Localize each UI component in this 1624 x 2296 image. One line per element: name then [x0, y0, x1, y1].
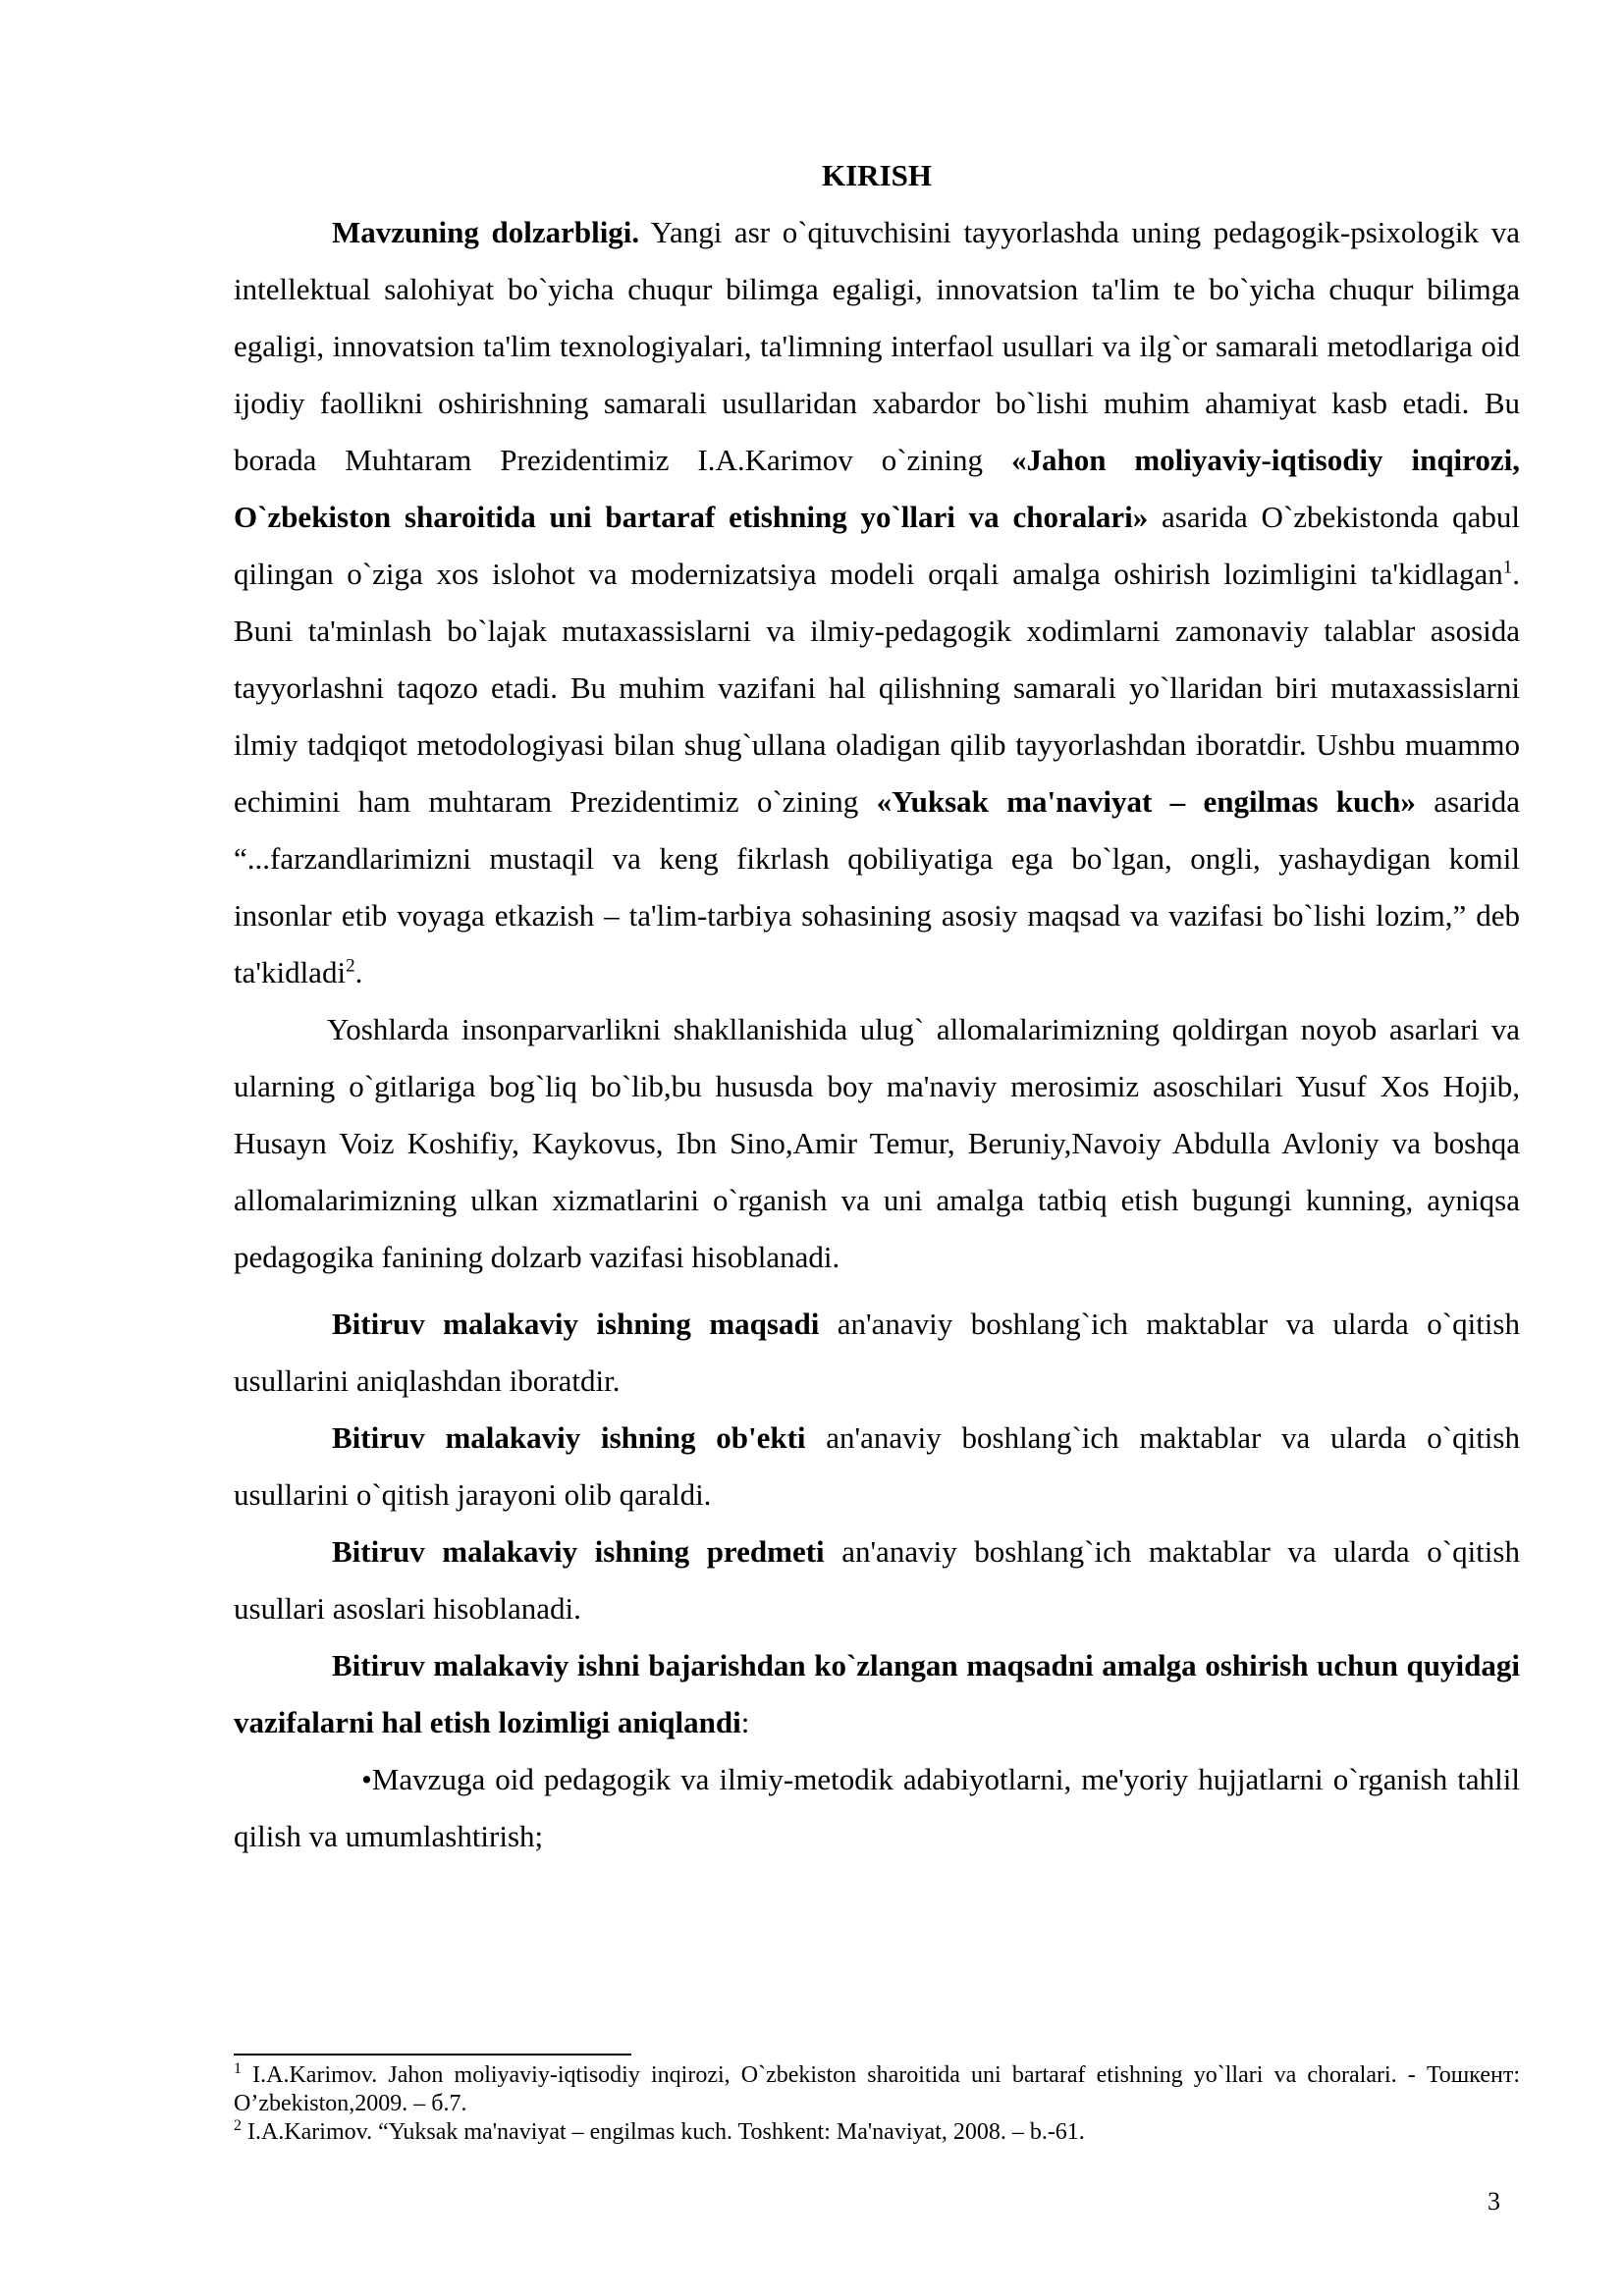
footnote-separator	[234, 2054, 631, 2056]
paragraph-text: . Buni ta'minlash bo`lajak mutaxassislarni va ilmiy-pedagogik xodimlarni zamonaviy talablar asosida tayyorlashni taqozo etadi. Bu muhim vazifani hal qilishning samarali yo`llaridan biri mutaxassislarni ilmiy tadqiqot metodologiyasi bilan shug`ullana oladigan qilib tayyorlashdan iboratdir. Ushbu muammo echimini ham muhtaram Prezidentimiz o`zining	[234, 557, 1520, 819]
paragraph-text: an'anaviy boshlang`ich maktablar va ularda o`qitish usullarini o`qitish jarayoni olib qaraldi.	[234, 1420, 1520, 1512]
paragraph-tasks	[234, 1637, 1520, 1751]
footnotes	[234, 2061, 1520, 2147]
footnote-2	[234, 2118, 1520, 2147]
footnote-number: 2	[234, 2117, 242, 2134]
footnote-1	[234, 2061, 1520, 2118]
page-content	[234, 147, 1520, 1865]
paragraph-text: asarida O`zbekistonda qabul qilingan o`ziga xos islohot va modernizatsiya modeli orqali amalga oshirish lozimligini ta'kidlagan	[234, 500, 1520, 591]
paragraph-lead: Mavzuning dolzarbligi.	[332, 215, 640, 249]
paragraph-lead: Bitiruv malakaviy ishning maqsadi	[332, 1307, 820, 1341]
page-title: KIRISH	[822, 158, 932, 192]
paragraph-text: an'anaviy boshlang`ich maktablar va ularda o`qitish usullarini aniqlashdan iboratdir.	[234, 1307, 1520, 1398]
book-title-2: «Yuksak ma'naviyat – engilmas kuch»	[876, 784, 1416, 819]
list-item	[234, 1751, 1520, 1865]
paragraph-lead: Bitiruv malakaviy ishni bajarishdan ko`zlangan maqsadni amalga oshirish uchun quyidagi vazifalarni hal etish lozimligi aniqlandi	[234, 1648, 1520, 1739]
paragraph-text: :	[740, 1705, 750, 1739]
bullet-icon: •	[361, 1762, 372, 1796]
paragraph-lead: Bitiruv malakaviy ishning predmeti	[332, 1534, 825, 1569]
footnote-text: I.A.Karimov. Jahon moliyaviy-iqtisodiy inqirozi, O`zbekiston sharoitida uni bartaraf etishning yo`llari va choralari. - Тошкент: O’zbekiston,2009. – б.7.	[234, 2062, 1520, 2116]
footnote-ref-2[interactable]: 2	[346, 955, 355, 977]
paragraph-object	[234, 1410, 1520, 1523]
footnote-number: 1	[234, 2060, 242, 2077]
paragraph-text: Yangi asr o`qituvchisini tayyorlashda uning pedagogik-psixologik va intellektual salohiyat bo`yicha chuqur bilimga egaligi, innovatsion ta'lim te bo`yicha chuqur bilimga egaligi, innovatsion ta'lim texnologiyalari, ta'limning interfaol usullari va ilg`or samarali metodlariga oid ijodiy faollikni oshirishning samarali usullaridan xabardor bo`lishi muhim ahamiyat kasb etadi. Bu borada Muhtaram Prezidentimiz I.A.Karimov o`zining	[234, 215, 1521, 477]
paragraph-lead: Bitiruv malakaviy ishning ob'ekti	[332, 1420, 806, 1455]
paragraph-text: asarida “...farzandlarimizni mustaqil va keng fikrlash qobiliyatiga ega bo`lgan, ongli, yashaydigan komil insonlar etib voyaga etkazish – ta'lim-tarbiya sohasining asosiy maqsad va vazifasi bo`lishi lozim,” deb ta'kidladi	[234, 784, 1521, 989]
paragraph-text: an'anaviy boshlang`ich maktablar va ularda o`qitish usullari asoslari hisoblanadi.	[234, 1534, 1520, 1626]
page-number: 3	[1488, 2187, 1500, 2216]
book-title-1: «Jahon moliyaviy-iqtisodiy inqirozi, O`zbekiston sharoitida uni bartaraf etishning yo`llari va choralari»	[234, 443, 1520, 534]
footnote-ref-1[interactable]: 1	[1502, 557, 1513, 578]
paragraph-goal	[234, 1296, 1520, 1410]
paragraph-relevance	[234, 204, 1520, 1001]
paragraph-text: .	[354, 955, 363, 989]
list-item-text: Mavzuga oid pedagogik va ilmiy-metodik adabiyotlarni, me'yoriy hujjatlarni o`rganish tahlil qilish va umumlashtirish;	[234, 1762, 1520, 1853]
footnote-text: I.A.Karimov. “Yuksak ma'naviyat – engilmas kuch. Toshkent: Ma'naviyat, 2008. – b.-61.	[242, 2119, 1085, 2145]
paragraph-subject	[234, 1523, 1520, 1637]
paragraph-humanism: Yoshlarda insonparvarlikni shakllanishida ulug` allomalarimizning qoldirgan noyob asarlari va ularning o`gitlariga bog`liq bo`lib,bu hususda boy ma'naviy merosimiz asoschilari Yusuf Xos Hojib, Husayn Voiz Koshifiy, Kaykovus, Ibn Sino,Amir Temur, Beruniy,Navoiy Abdulla Avloniy va boshqa allomalarimizning ulkan xizmatlarini o`rganish va uni amalga tatbiq etish bugungi kunning, ayniqsa pedagogika fanining dolzarb vazifasi hisoblanadi.	[234, 1012, 1520, 1274]
